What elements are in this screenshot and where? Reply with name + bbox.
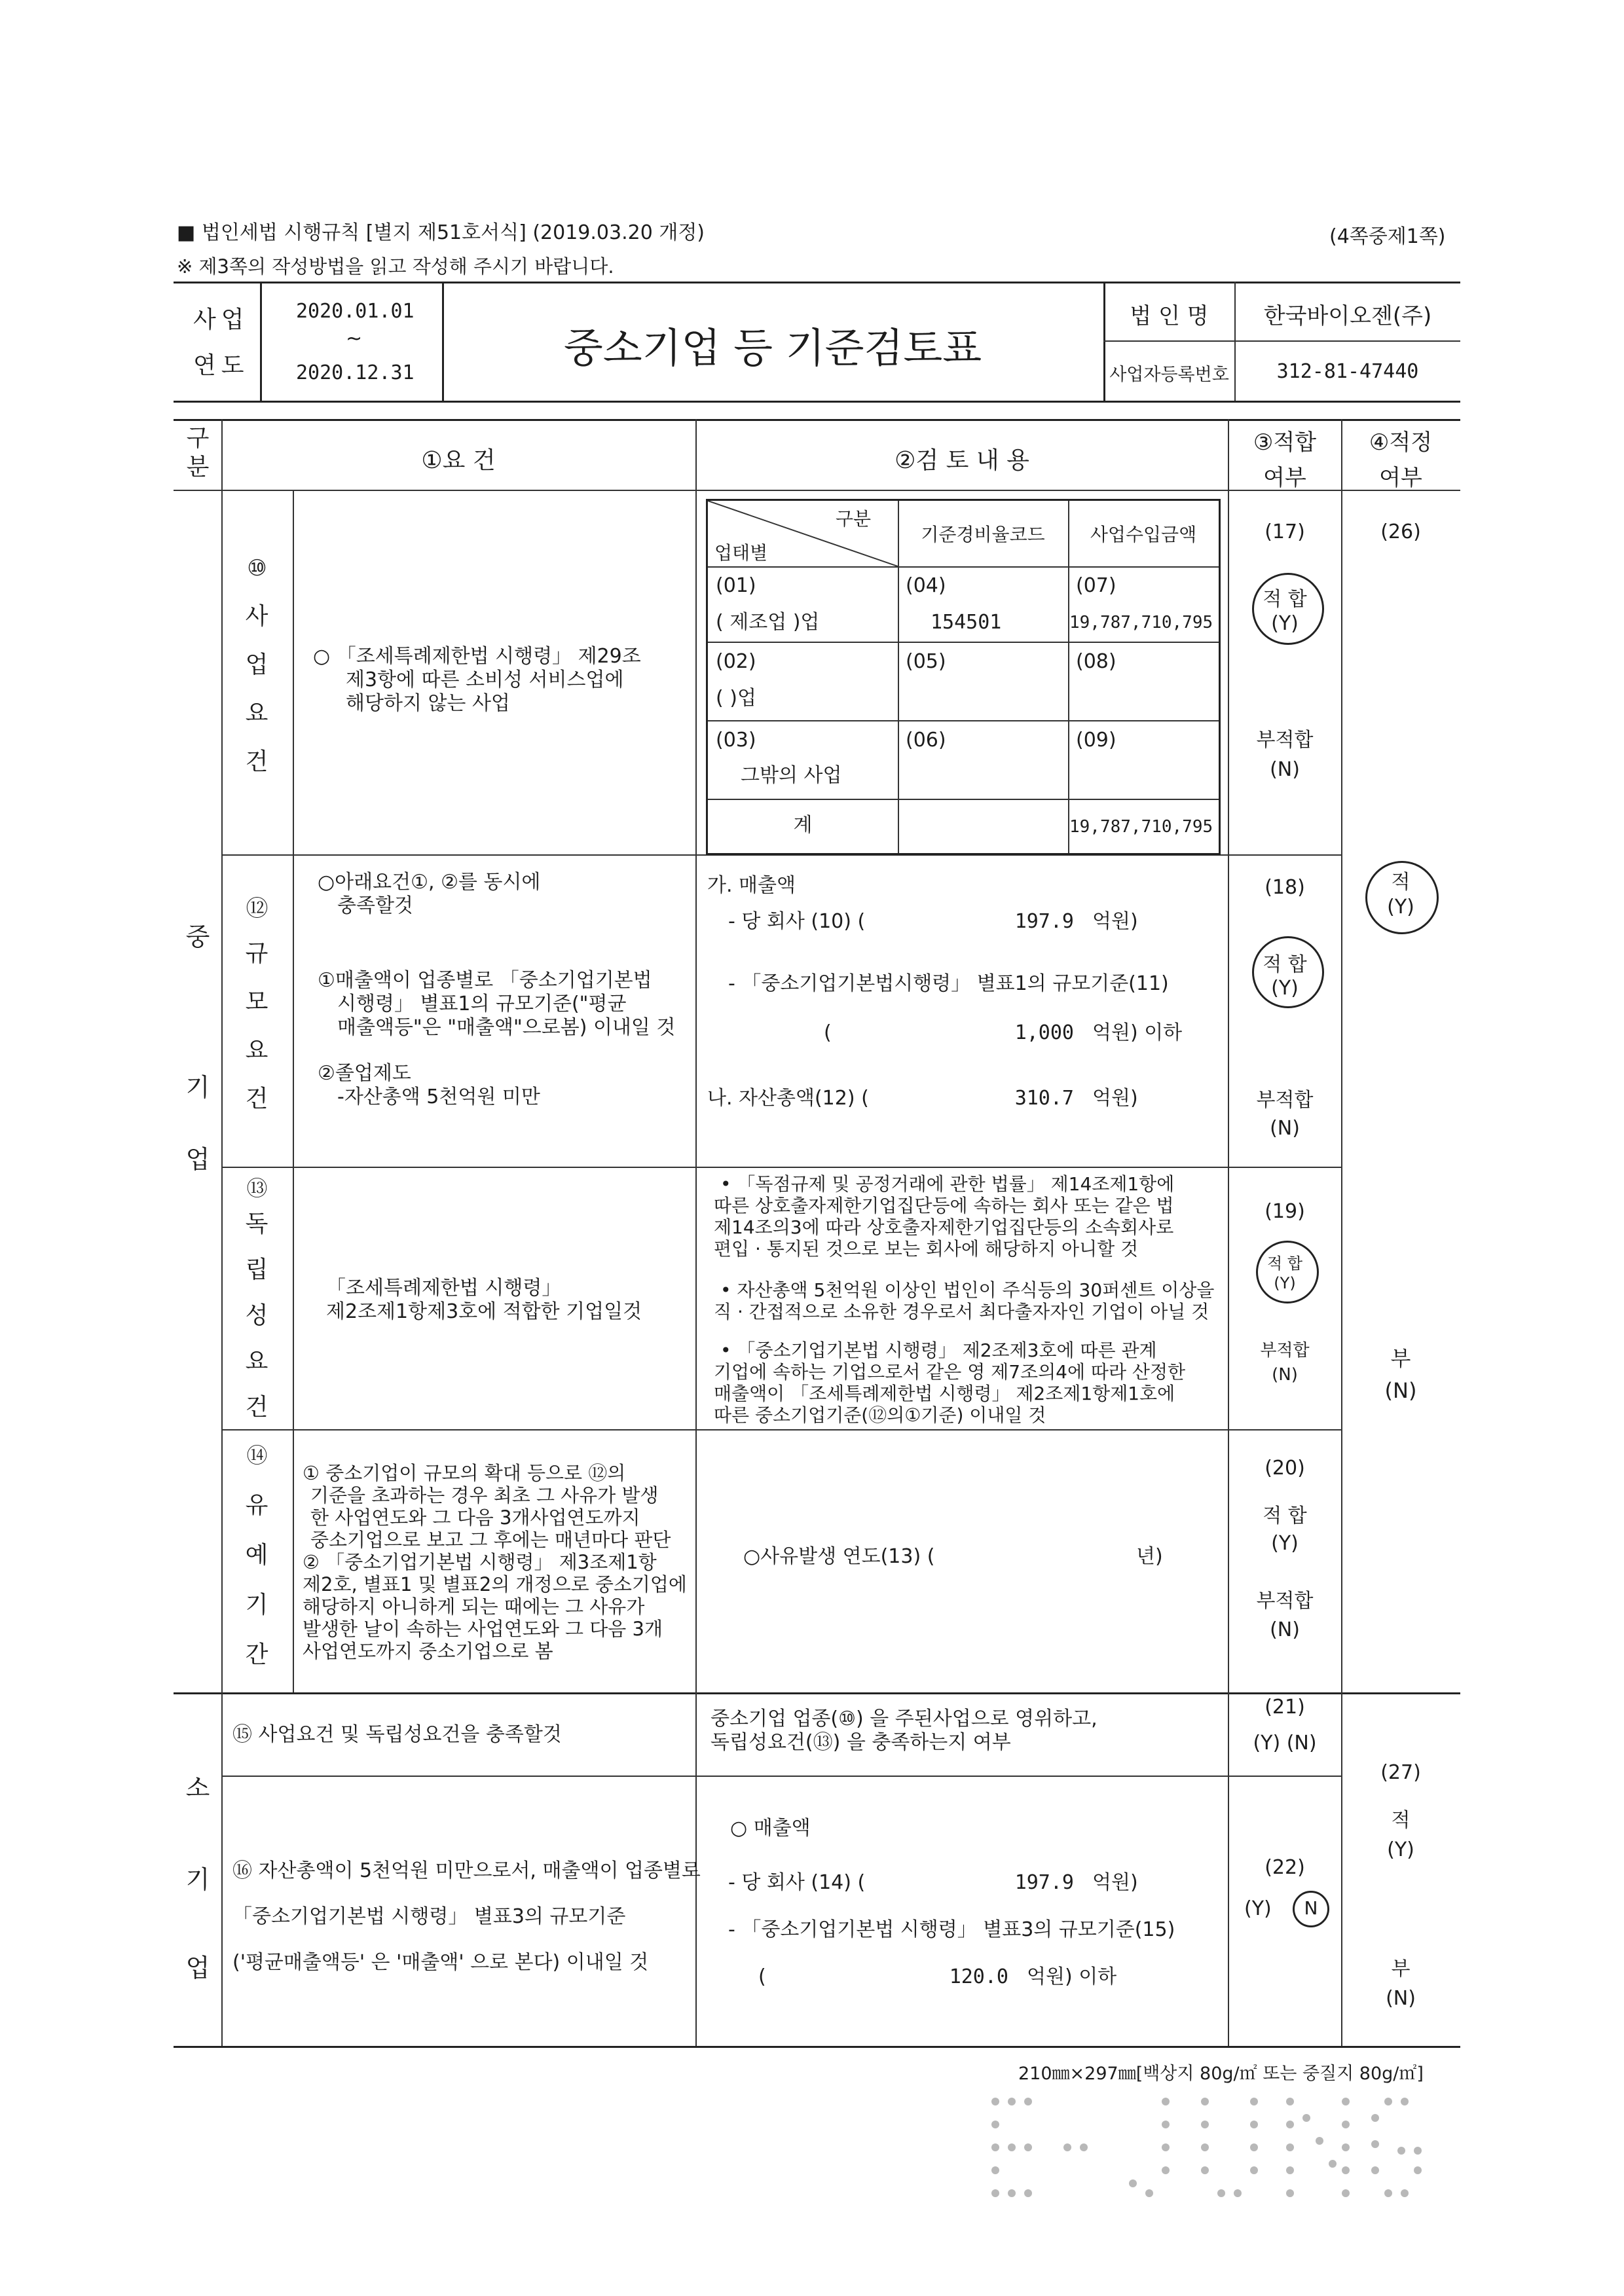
year-label-1: 사업 xyxy=(193,306,249,333)
row-rule xyxy=(221,1776,1341,1777)
col-header-fit-1: ③적합 xyxy=(1253,429,1317,456)
section-small-char: 업 xyxy=(185,1954,210,1982)
scale-req-r5: 매출액등"은 "매출액"으로봄) 이내일 것 xyxy=(337,1016,676,1039)
scale-review-asset: 나. 자산총액(12) ( xyxy=(707,1087,869,1110)
biz-fit-no-1: 부적합 xyxy=(1256,729,1314,752)
grace-req-label: 유 예 기 간 xyxy=(245,1492,268,1668)
grace-req-text: ① 중소기업이 규모의 확대 등으로 ⑫의 기준을 초과하는 경우 최초 그 사유가 발생 한 사업연도와 그 다음 3개사업연도까지 중소기업으로 보고 그 후에는 매년마다 판단 ② 「중소기업기본법 시행령」 제3조제1항 제2호, 별표1 및 별표2의 개정으로 중소기업에 해당하지 아니하게 되는 때에는 그 사유가 발생한 날이 속하는 사업연도와 그 다음 3개 사업연도까지 중소기업으로 봄 xyxy=(303,1462,687,1662)
indep-fit-number: (19) xyxy=(1264,1200,1305,1223)
indep-fit-yes-1: 적 합 xyxy=(1267,1254,1302,1273)
col-header-review: ②검 토 내 용 xyxy=(895,447,1029,474)
grace-fit-no-1: 부적합 xyxy=(1256,1590,1314,1613)
col-rule xyxy=(1228,419,1229,2046)
col-rule xyxy=(1341,419,1342,2046)
biz-fit-number: (17) xyxy=(1264,520,1305,543)
industry-hdr-code: 기준경비율코드 xyxy=(921,524,1045,545)
scale-req-r4: 시행령」 별표1의 규모기준("평균 xyxy=(337,993,627,1015)
scale-review-this-co: - 당 회사 (10) ( xyxy=(728,910,866,933)
small-fit-2-n: N xyxy=(1304,1897,1318,1919)
indep-req-number: ⑬ xyxy=(246,1176,268,1201)
scale-fit-yes-2: (Y) xyxy=(1271,977,1299,1000)
small-req-2c: ('평균매출액등' 은 '매출액' 으로 본다) 이내일 것 xyxy=(232,1951,649,1974)
industry-row2-num3: (08) xyxy=(1076,650,1116,673)
industry-row3-num3: (09) xyxy=(1076,729,1116,752)
grace-review-label: ○사유발생 연도(13) ( xyxy=(743,1545,935,1568)
small-review-1b: 독립성요건(⑬) 을 충족하는지 여부 xyxy=(710,1731,1011,1754)
section-small-char: 소 xyxy=(185,1774,210,1802)
scale-review-std: - 「중소기업기본법시행령」 별표1의 규모기준(11) xyxy=(728,972,1169,995)
scale-review-this-val: 197.9 xyxy=(1014,910,1074,933)
scale-review-ga: 가. 매출액 xyxy=(707,874,796,897)
industry-table xyxy=(706,499,1221,855)
title-divider xyxy=(260,282,262,401)
grace-fit-no-2: (N) xyxy=(1270,1618,1300,1641)
grace-fit-yes-1: 적 합 xyxy=(1263,1504,1307,1527)
small-proper-number: (27) xyxy=(1380,1761,1421,1784)
industry-row2-num: (02) xyxy=(716,650,756,673)
industry-row3-num: (03) xyxy=(716,729,756,752)
grace-fit-yes-2: (Y) xyxy=(1271,1532,1299,1555)
title-top-rule xyxy=(174,282,1460,283)
scale-req-r7: -자산총액 5천억원 미만 xyxy=(337,1085,540,1108)
scale-req-r1: ○아래요건①, ②를 동시에 xyxy=(318,871,541,894)
industry-total-amount: 19,787,710,795 xyxy=(1069,817,1213,837)
title-divider xyxy=(442,282,444,401)
title-bottom-rule xyxy=(174,401,1460,403)
industry-hdr-type: 업태별 xyxy=(714,542,768,564)
scale-req-number: ⑫ xyxy=(246,896,268,922)
industry-row2-num2: (05) xyxy=(906,650,946,673)
grace-req-number: ⑭ xyxy=(246,1443,268,1468)
scale-fit-number: (18) xyxy=(1264,876,1305,899)
small-fit-2-y: (Y) xyxy=(1244,1897,1272,1920)
industry-row1-amount: 19,787,710,795 xyxy=(1069,613,1213,632)
small-req-2a: ⑯ 자산총액이 5천억원 미만으로서, 매출액이 업종별로 xyxy=(232,1859,701,1882)
biz-req-number: ⑩ xyxy=(247,555,267,581)
industry-row1-num2: (04) xyxy=(906,574,946,597)
biz-no: 312-81-47440 xyxy=(1276,360,1419,383)
small-proper-no-1: 부 xyxy=(1391,1958,1411,1980)
biz-req-label: 사 업 요 건 xyxy=(245,603,268,775)
biz-no-label: 사업자등록번호 xyxy=(1109,365,1229,385)
small-review-2b: - 당 회사 (14) ( xyxy=(728,1871,866,1894)
biz-req-text: ○ 「조세특례제한법 시행령」 제29조 제3항에 따른 소비성 서비스업에 해당하지 않는 사업 xyxy=(313,645,641,715)
small-review-2d-unit: 억원) 이하 xyxy=(1027,1965,1117,1988)
small-review-2b-val: 197.9 xyxy=(1014,1871,1074,1894)
small-fit-number-1: (21) xyxy=(1264,1696,1305,1719)
main-top-rule xyxy=(174,419,1460,421)
col-header-proper-1: ④적정 xyxy=(1369,429,1433,456)
indep-req-label: 독 립 성 요 건 xyxy=(245,1211,268,1421)
biz-fit-yes-2: (Y) xyxy=(1271,612,1299,635)
small-req-2b: 「중소기업기본법 시행령」 별표3의 규모기준 xyxy=(232,1905,626,1928)
paper-spec: 210㎜×297㎜[백상지 80g/㎡ 또는 중질지 80g/㎡] xyxy=(1018,2064,1424,2084)
year-label-2: 연도 xyxy=(193,352,249,379)
biz-fit-no-2: (N) xyxy=(1270,758,1300,781)
section-sme-char: 업 xyxy=(185,1145,210,1174)
scale-review-asset-val: 310.7 xyxy=(1014,1087,1074,1110)
industry-hdr-gubun: 구분 xyxy=(836,508,872,530)
sme-proper-no-2: (N) xyxy=(1384,1378,1417,1403)
grace-fit-number: (20) xyxy=(1264,1457,1305,1480)
corp-name: 한국바이오젠(주) xyxy=(1263,303,1432,329)
small-proper-yes-1: 적 xyxy=(1391,1809,1411,1832)
scale-req-r3: ①매출액이 업종별로 「중소기업기본법 xyxy=(318,969,652,992)
industry-row1-type: ( 제조업 )업 xyxy=(716,611,820,634)
row-rule xyxy=(221,1429,1341,1430)
page-indicator: (4쪽중제1쪽) xyxy=(1329,225,1446,248)
scale-review-unit2: 억원) 이하 xyxy=(1092,1021,1183,1044)
title-mid-rule xyxy=(1103,340,1460,342)
indep-review-text: • 「독점규제 및 공정거래에 관한 법률」 제14조제1항에 따른 상호출자제한기업집단등에 속하는 회사 또는 같은 법 제14조의3에 따라 상호출자제한기업집단등의 소속회사로 편입 · 통지된 것으로 보는 회사에 해당하지 아니할 것 • 자산총액 5천억원 이상인 법인이 주식등의 30퍼센트 이상을 직 · 간접적으로 소유한 경우로서 최다출자자인 기업이 아닐 것 • 「중소기업기본법 시행령」 제2조제3호에 따른 관계 기업에 속하는 기업으로서 같은 영 제7조의4에 따라 산정한 매출액이 「조세특례제한법 시행령」 제2조제1항제1호에 따른 중소기업기준(⑫의①기준) 이내일 것 xyxy=(714,1173,1215,1426)
grace-review-end: 년) xyxy=(1136,1545,1163,1568)
section-sme-char: 기 xyxy=(185,1073,210,1102)
small-review-1a: 중소기업 업종(⑩) 을 주된사업으로 영위하고, xyxy=(710,1707,1098,1730)
industry-hdr-amount: 사업수입금액 xyxy=(1090,524,1197,545)
industry-row1-code: 154501 xyxy=(931,611,1002,634)
sme-proper-yes-1: 적 xyxy=(1391,871,1411,894)
period-start: 2020.01.01 xyxy=(296,300,415,323)
instruction-note: ※ 제3쪽의 작성방법을 읽고 작성해 주시기 바랍니다. xyxy=(177,255,614,278)
scale-fit-no-2: (N) xyxy=(1270,1117,1300,1140)
industry-row1-num: (01) xyxy=(716,574,756,597)
scale-fit-no-1: 부적합 xyxy=(1256,1089,1314,1112)
col-header-fit-2: 여부 xyxy=(1263,465,1306,491)
sme-proper-number: (26) xyxy=(1380,520,1421,543)
scale-req-label: 규 모 요 건 xyxy=(245,940,268,1112)
dotted-stamp-watermark xyxy=(982,2092,1441,2210)
period-end: 2020.12.31 xyxy=(296,361,415,384)
col-header-proper-2: 여부 xyxy=(1379,465,1422,491)
industry-row3-num2: (06) xyxy=(906,729,946,752)
main-bottom-rule xyxy=(174,2046,1460,2048)
section-rule xyxy=(174,1692,1460,1694)
col-header-requirement: ①요 건 xyxy=(421,447,496,474)
small-req-1: ⑮ 사업요건 및 독립성요건을 충족할것 xyxy=(232,1723,562,1746)
section-small-char: 기 xyxy=(185,1865,210,1894)
col-rule xyxy=(293,490,294,1692)
scale-review-unit3: 억원) xyxy=(1092,1087,1138,1110)
small-proper-yes-2: (Y) xyxy=(1387,1838,1414,1861)
scale-review-std-val: 1,000 xyxy=(1014,1021,1074,1044)
industry-row1-num3: (07) xyxy=(1076,574,1116,597)
industry-row2-type: ( )업 xyxy=(716,687,756,710)
sme-proper-yes-2: (Y) xyxy=(1387,896,1414,919)
period-tilde: ~ xyxy=(346,327,363,350)
scale-review-paren: ( xyxy=(824,1021,832,1044)
industry-row3-type: 그밖의 사업 xyxy=(741,764,842,787)
small-proper-no-2: (N) xyxy=(1386,1987,1416,2010)
scale-fit-yes-1: 적 합 xyxy=(1263,953,1307,976)
col-header-category: 구분 xyxy=(186,425,210,481)
col-rule xyxy=(221,419,223,2046)
small-review-2b-unit: 억원) xyxy=(1092,1871,1138,1894)
biz-fit-yes-1: 적 합 xyxy=(1263,588,1307,611)
small-fit-choice-1: (Y) (N) xyxy=(1253,1732,1317,1755)
col-rule xyxy=(695,419,697,2046)
small-review-2d: ( xyxy=(758,1965,766,1988)
indep-fit-yes-2: (Y) xyxy=(1274,1274,1296,1292)
small-review-2c: - 「중소기업기본법 시행령」 별표3의 규모기준(15) xyxy=(728,1918,1175,1941)
small-review-2a: ○ 매출액 xyxy=(730,1817,811,1840)
scale-review-unit1: 억원) xyxy=(1092,910,1138,933)
corp-name-label: 법 인 명 xyxy=(1130,303,1209,329)
indep-fit-no-1: 부적합 xyxy=(1260,1341,1310,1360)
section-sme-char: 중 xyxy=(185,922,210,951)
indep-req-text: 「조세특례제한법 시행령」 제2조제1항제3호에 적합한 기업일것 xyxy=(326,1277,642,1323)
small-fit-number-2: (22) xyxy=(1264,1856,1305,1879)
regulation-reference: ■ 법인세법 시행규칙 [별지 제51호서식] (2019.03.20 개정) xyxy=(177,221,705,244)
form-title: 중소기업 등 기준검토표 xyxy=(563,324,982,372)
small-review-2d-val: 120.0 xyxy=(949,1965,1008,1988)
row-rule xyxy=(221,1167,1341,1168)
industry-total-label: 계 xyxy=(793,814,813,837)
scale-req-r6: ②졸업제도 xyxy=(318,1062,411,1085)
sme-proper-no-1: 부 xyxy=(1390,1346,1411,1371)
indep-fit-no-2: (N) xyxy=(1272,1365,1298,1385)
scale-req-r2: 충족할것 xyxy=(337,894,413,917)
